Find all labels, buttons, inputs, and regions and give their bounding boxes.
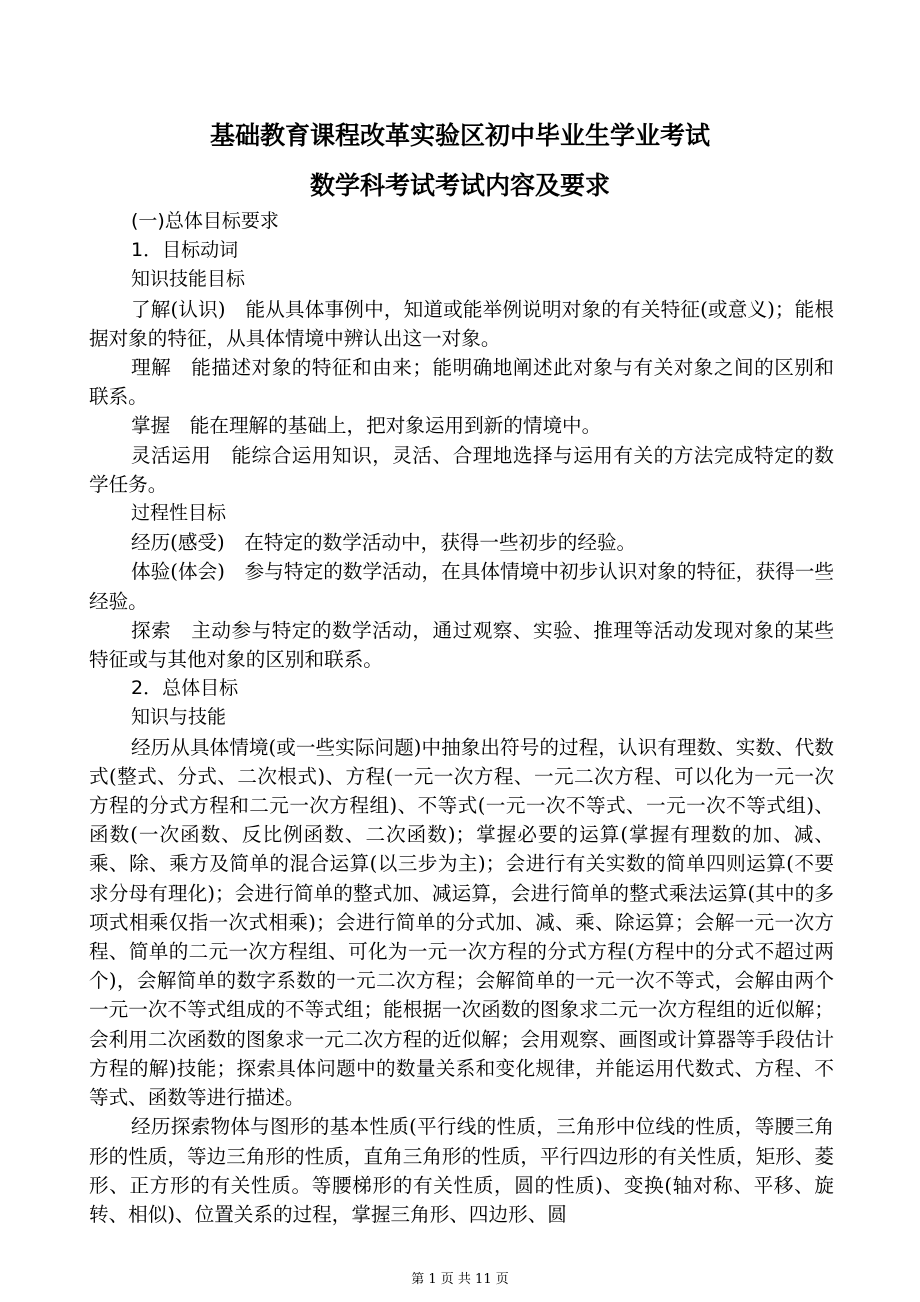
heading-knowledge-skill-goals: 知识技能目标	[131, 268, 246, 291]
paragraph-experience: 经历(感受) 在特定的数学活动中，获得一些初步的经验。	[131, 531, 637, 555]
heading-process-goals: 过程性目标	[131, 502, 227, 525]
page-footer: 第 1 页 共 11 页	[411, 1272, 509, 1287]
paragraph-master: 掌握 能在理解的基础上，把对象运用到新的情境中。	[131, 414, 602, 438]
paragraph-algebra-goals: 经历从具体情境(或一些实际问题)中抽象出符号的过程，认识有理数、实数、代数式(整式、分式、二次根式)、方程(一元一次方程、一元二次方程、可以化为一元一次方程的分式方程和二元一次方程组)、不等式(一元一次不等式、一元一次不等式组)、函数(一次函数、反比例函数、二次函数)；掌握必要的运算(掌握有理数的加、减、乘、除、乘方及简单的混合运算(以三步为主)；会进行有关实数的简单四则运算(不要求分母有理化)；会进行简单的整式加、减运算，会进行简单的整式乘法运算(其中的多项式相乘仅指一次式相乘)；会进行简单的分式加、减、乘、除运算；会解一元一次方程、简单的二元一次方程组、可化为一元一次方程的分式方程(方程中的分式不超过两个)，会解简单的数字系数的一元二次方程；会解简单的一元一次不等式，会解由两个一元一次不等式组成的不等式组；能根据一次函数的图象求二元一次方程组的近似解；会利用二次函数的图象求一元二次方程的近似解；会用观察、画图或计算器等手段估计方程的解)技能；探索具体问题中的数量关系和变化规律，并能运用代数式、方程、不等式、函数等进行描述。	[89, 735, 834, 1110]
paragraph-explore: 探索 主动参与特定的数学活动，通过观察、实验、推理等活动发现对象的某些特征或与其他对象的区别和联系。	[89, 618, 834, 672]
document-body	[89, 207, 834, 1229]
paragraph-comprehend: 理解 能描述对象的特征和由来；能明确地阐述此对象与有关对象之间的区别和联系。	[89, 356, 834, 409]
subsection-heading-goal-verbs: 1．目标动词	[131, 239, 239, 262]
heading-knowledge-and-skills: 知识与技能	[131, 706, 227, 729]
document-subtitle: 数学科考试考试内容及要求	[309, 171, 610, 200]
paragraph-understand: 了解(认识) 能从具体事例中，知道或能举例说明对象的有关特征(或意义)；能根据对象的特征，从具体情境中辨认出这一对象。	[89, 297, 834, 350]
paragraph-flexible-use: 灵活运用 能综合运用知识，灵活、合理地选择与运用有关的方法完成特定的数学任务。	[89, 443, 834, 496]
paragraph-realize: 体验(体会) 参与特定的数学活动，在具体情境中初步认识对象的特征，获得一些经验。	[89, 560, 834, 613]
paragraph-geometry-goals: 经历探索物体与图形的基本性质(平行线的性质，三角形中位线的性质，等腰三角形的性质，等边三角形的性质，直角三角形的性质，平行四边形的有关性质，矩形、菱形、正方形的有关性质。等腰梯形的有关性质，圆的性质)、变换(轴对称、平移、旋转、相似)、位置关系的过程，掌握三角形、四边形、圆	[89, 1115, 834, 1226]
section-heading: (一)总体目标要求	[131, 210, 279, 232]
document-title: 基础教育课程改革实验区初中毕业生学业考试	[209, 121, 710, 150]
subsection-heading-overall-goals: 2．总体目标	[131, 677, 239, 700]
